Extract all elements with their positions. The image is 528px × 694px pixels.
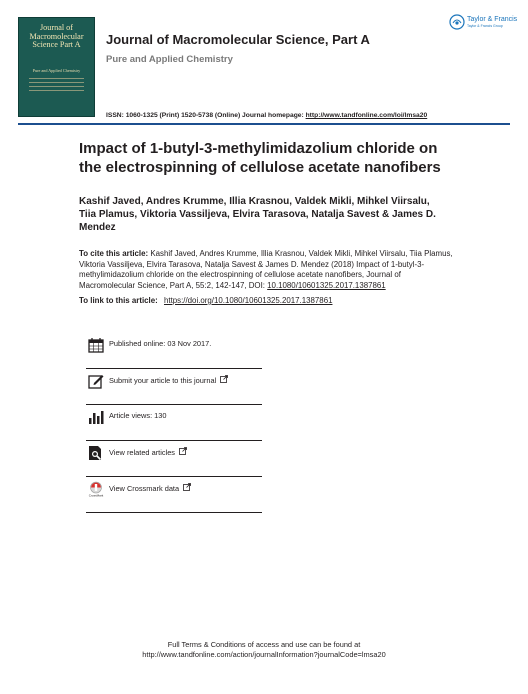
edit-icon [88, 373, 104, 389]
publisher-name: Taylor & Francis [467, 16, 518, 23]
article-doi-link[interactable]: https://doi.org/10.1080/10601325.2017.1387861 [163, 296, 333, 305]
footer-terms-link[interactable]: http://www.tandfonline.com/action/journalInformation?journalCode=lmsa20 [142, 650, 386, 659]
document-search-icon [88, 445, 104, 461]
external-link-icon [183, 483, 191, 491]
related-articles-text [109, 447, 187, 457]
external-link-icon [179, 447, 187, 455]
related-articles-item[interactable] [86, 440, 262, 477]
journal-homepage-link[interactable]: http://www.tandfonline.com/loi/lmsa20 [305, 112, 428, 119]
journal-title[interactable]: Journal of Macromolecular Science, Part A [106, 32, 370, 47]
crossmark-item[interactable] [86, 476, 262, 513]
article-title: Impact of 1-butyl-3-methylimidazolium chloride on the electrospinning of cellulose acetate nanofibers [79, 140, 441, 176]
submit-article-item[interactable] [86, 368, 262, 405]
external-link-icon [220, 375, 228, 383]
article-views-label: Article views: 130 [109, 411, 167, 420]
citation-text: Kashif Javed, Andres Krumme, Illia Krasnou, Valdek Mikli, Mihkel Viirsalu, Tiia Plamus, Viktoria Vassiljeva, Elvira Tarasova, Natalja Savest & James D. Mendez (2018) Impact of 1-butyl-3-methylimidazolium chloride on the electrospinning of cellulose acetate nanofibers, Journal of Macromolecular Science, Part A, 55:2, 142-147, DOI: [79, 249, 453, 290]
submit-article-label: Submit your article to this journal [109, 376, 217, 385]
bar-chart-icon [88, 409, 104, 425]
related-articles-label: View related articles [109, 448, 175, 457]
cover-decoration [29, 78, 84, 94]
journal-subtitle: Pure and Applied Chemistry [106, 54, 233, 65]
article-authors: Kashif Javed, Andres Krumme, Illia Krasnou, Valdek Mikli, Mihkel Viirsalu, Tiia Plamus, Viktoria Vassiljeva, Elvira Tarasova, Natalja Savest & James D. Mendez [79, 196, 436, 233]
header-divider [18, 123, 510, 125]
article-views-item [86, 404, 262, 441]
cover-subtitle: Pure and Applied Chemistry [32, 68, 81, 73]
issn-line [106, 112, 427, 119]
link-label: To link to this article: [79, 296, 158, 305]
journal-cover-image [18, 17, 95, 117]
citation-label: To cite this article: [79, 249, 149, 258]
crossmark-icon [88, 481, 104, 497]
publisher-tagline: Taylor & Francis Group [467, 24, 503, 28]
crossmark-text [109, 483, 191, 493]
submit-article-text [109, 375, 228, 385]
cover-title: Journal of Macromolecular Science Part A [29, 23, 84, 49]
issn-text: ISSN: 1060-1325 (Print) 1520-5738 (Online) Journal homepage: [106, 112, 304, 119]
citation-doi-link[interactable]: 10.1080/10601325.2017.1387861 [267, 280, 386, 290]
crossmark-logo-text: CrossMark [88, 493, 104, 497]
published-online-label: Published online: 03 Nov 2017. [109, 339, 212, 348]
citation-block [79, 249, 454, 291]
article-link-line [79, 296, 332, 305]
publisher-logo[interactable] [449, 13, 518, 33]
footer-terms-text: Full Terms & Conditions of access and use can be found at [167, 640, 361, 649]
crossmark-label: View Crossmark data [109, 484, 180, 493]
published-online-item [86, 332, 262, 369]
calendar-icon [88, 337, 104, 353]
publisher-logo-icon [449, 14, 465, 30]
